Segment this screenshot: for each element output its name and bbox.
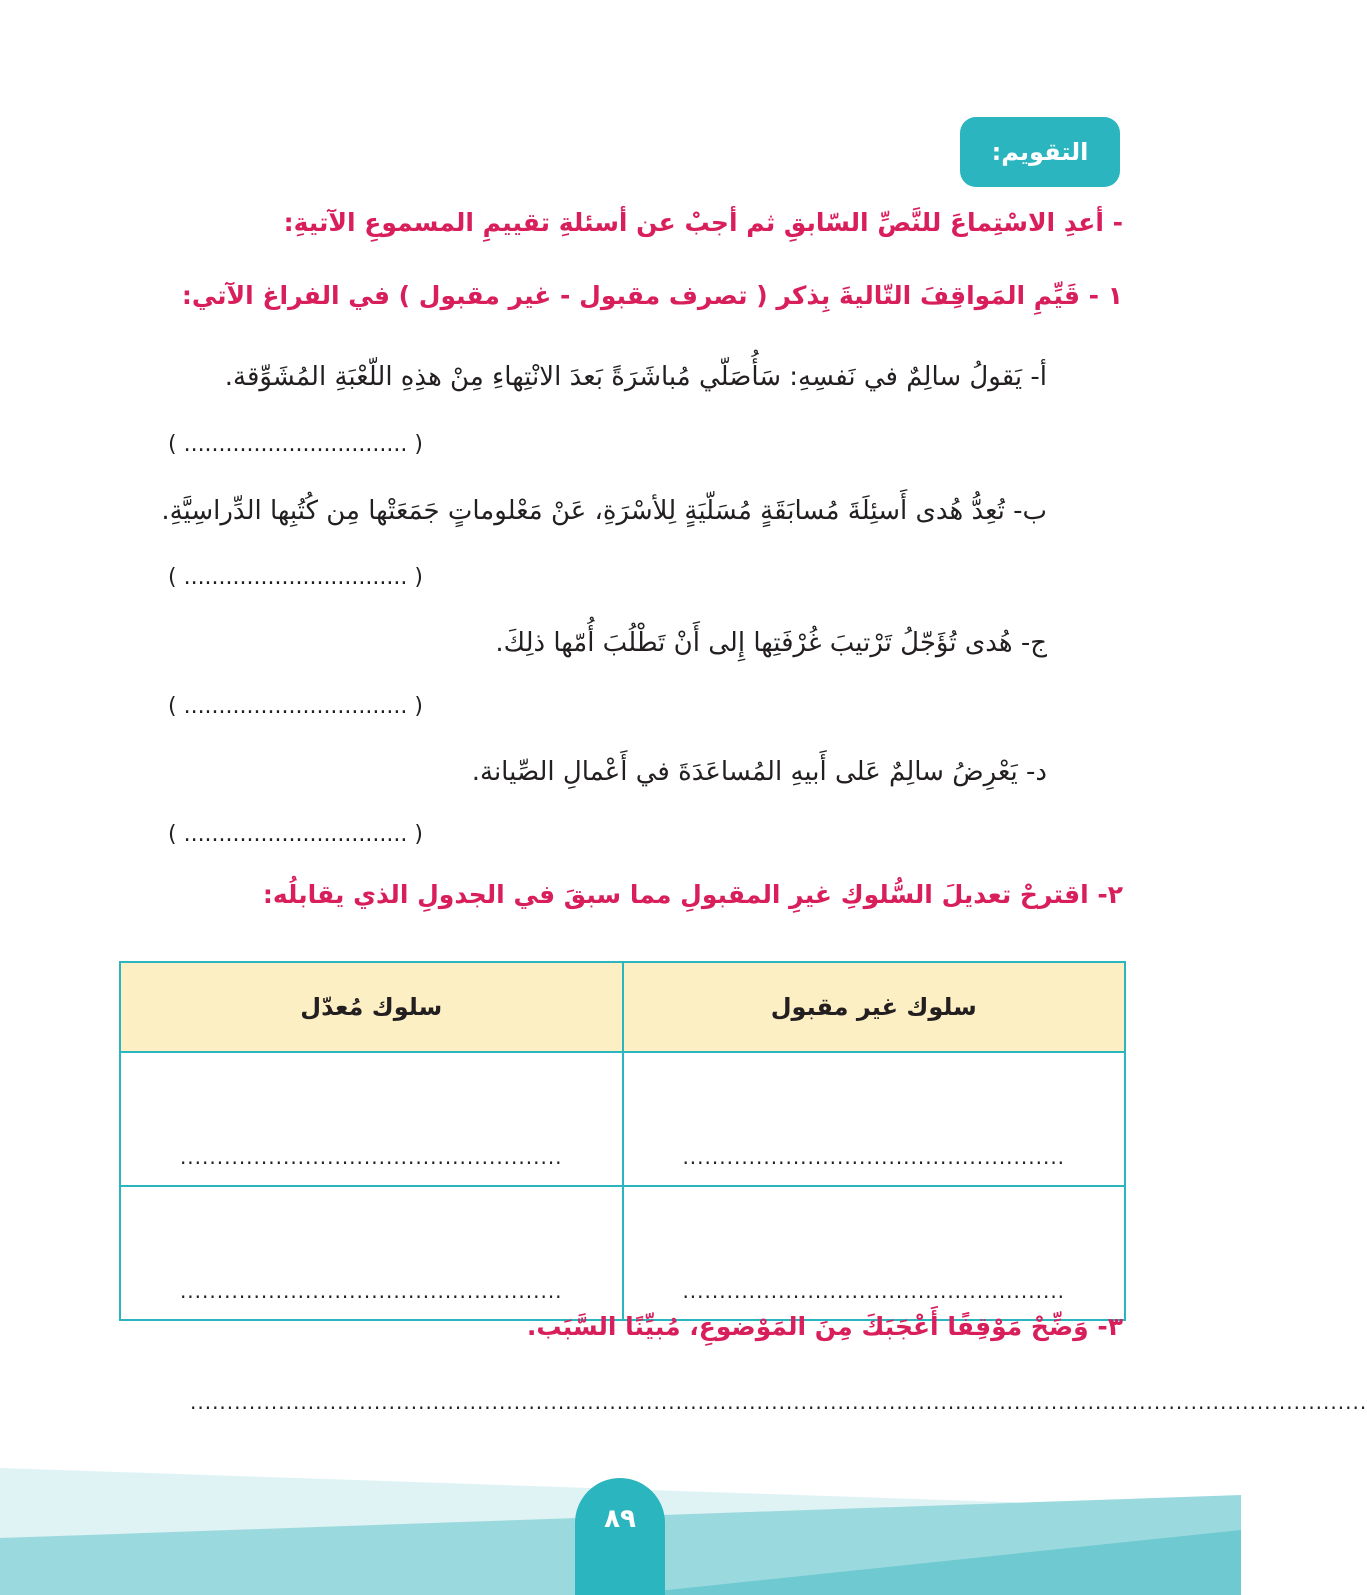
page-number: ٨٩: [604, 1504, 636, 1534]
item-d-blank[interactable]: ( ................................ ): [168, 822, 423, 847]
table-cell-unacceptable[interactable]: ....................................................: [623, 1052, 1126, 1186]
table-row: [120, 1052, 1125, 1186]
table-cell-unacceptable[interactable]: ....................................................: [623, 1186, 1126, 1320]
question-3-answer-line[interactable]: ................................................................................................................................................................: [190, 1390, 1367, 1414]
item-a-text: أ- يَقولُ سالِمٌ في نَفسِهِ: سَأُصَلّي مُباشَرَةً بَعدَ الانْتِهاءِ مِنْ هذِهِ اللّعْبَةِ المُشَوِّقة.: [224, 362, 1047, 392]
instruction-text: - أعدِ الاسْتِماعَ للنَّصِّ السّابقِ ثم أجبْ عن أسئلةِ تقييمِ المسموعِ الآتيةِ:: [283, 208, 1123, 237]
header-unacceptable: سلوك غير مقبول: [623, 962, 1126, 1052]
table-cell-modified[interactable]: ....................................................: [120, 1186, 623, 1320]
header-modified: سلوك مُعدّل: [120, 962, 623, 1052]
question-2-title: ٢- اقترحْ تعديلَ السُّلوكِ غيرِ المقبولِ مما سبقَ في الجدولِ الذي يقابلُه:: [262, 880, 1123, 909]
item-c-blank[interactable]: ( ................................ ): [168, 694, 423, 719]
behavior-table: [119, 961, 1126, 1321]
item-c-text: ج- هُدى تُؤَجّلُ تَرْتيبَ غُرْفَتِها إِلى أَنْ تَطْلُبَ أُمّها ذلِكَ.: [495, 628, 1047, 658]
section-title: التقويم:: [991, 138, 1089, 166]
section-title-badge: [960, 117, 1120, 187]
page-number-badge: [575, 1478, 665, 1595]
item-d-text: د- يَعْرِضُ سالِمٌ عَلى أَبيهِ المُساعَدَةَ في أَعْمالِ الصِّيانة.: [471, 757, 1047, 787]
table-cell-modified[interactable]: ....................................................: [120, 1052, 623, 1186]
question-1-title: ١ - قَيِّمِ المَواقِفَ التّاليةَ بِذكر ( تصرف مقبول - غير مقبول ) في الفراغ الآتي:: [181, 281, 1123, 310]
table-row: [120, 1186, 1125, 1320]
item-a-blank[interactable]: ( ................................ ): [168, 432, 423, 457]
table-header-row: [120, 962, 1125, 1052]
item-b-blank[interactable]: ( ................................ ): [168, 565, 423, 590]
question-3-title: ٣- وَضِّحْ مَوْقِفًا أَعْجَبَكَ مِنَ المَوْضوعِ، مُبيِّنًا السَّبَب.: [526, 1312, 1123, 1341]
item-b-text: ب- تُعِدُّ هُدى أَسئِلَةَ مُسابَقَةٍ مُسَلّيَةٍ لِلأسْرَةِ، عَنْ مَعْلوماتٍ جَمَعَتْها مِن كُتُبِها الدِّراسِيَّةِ.: [161, 496, 1047, 526]
